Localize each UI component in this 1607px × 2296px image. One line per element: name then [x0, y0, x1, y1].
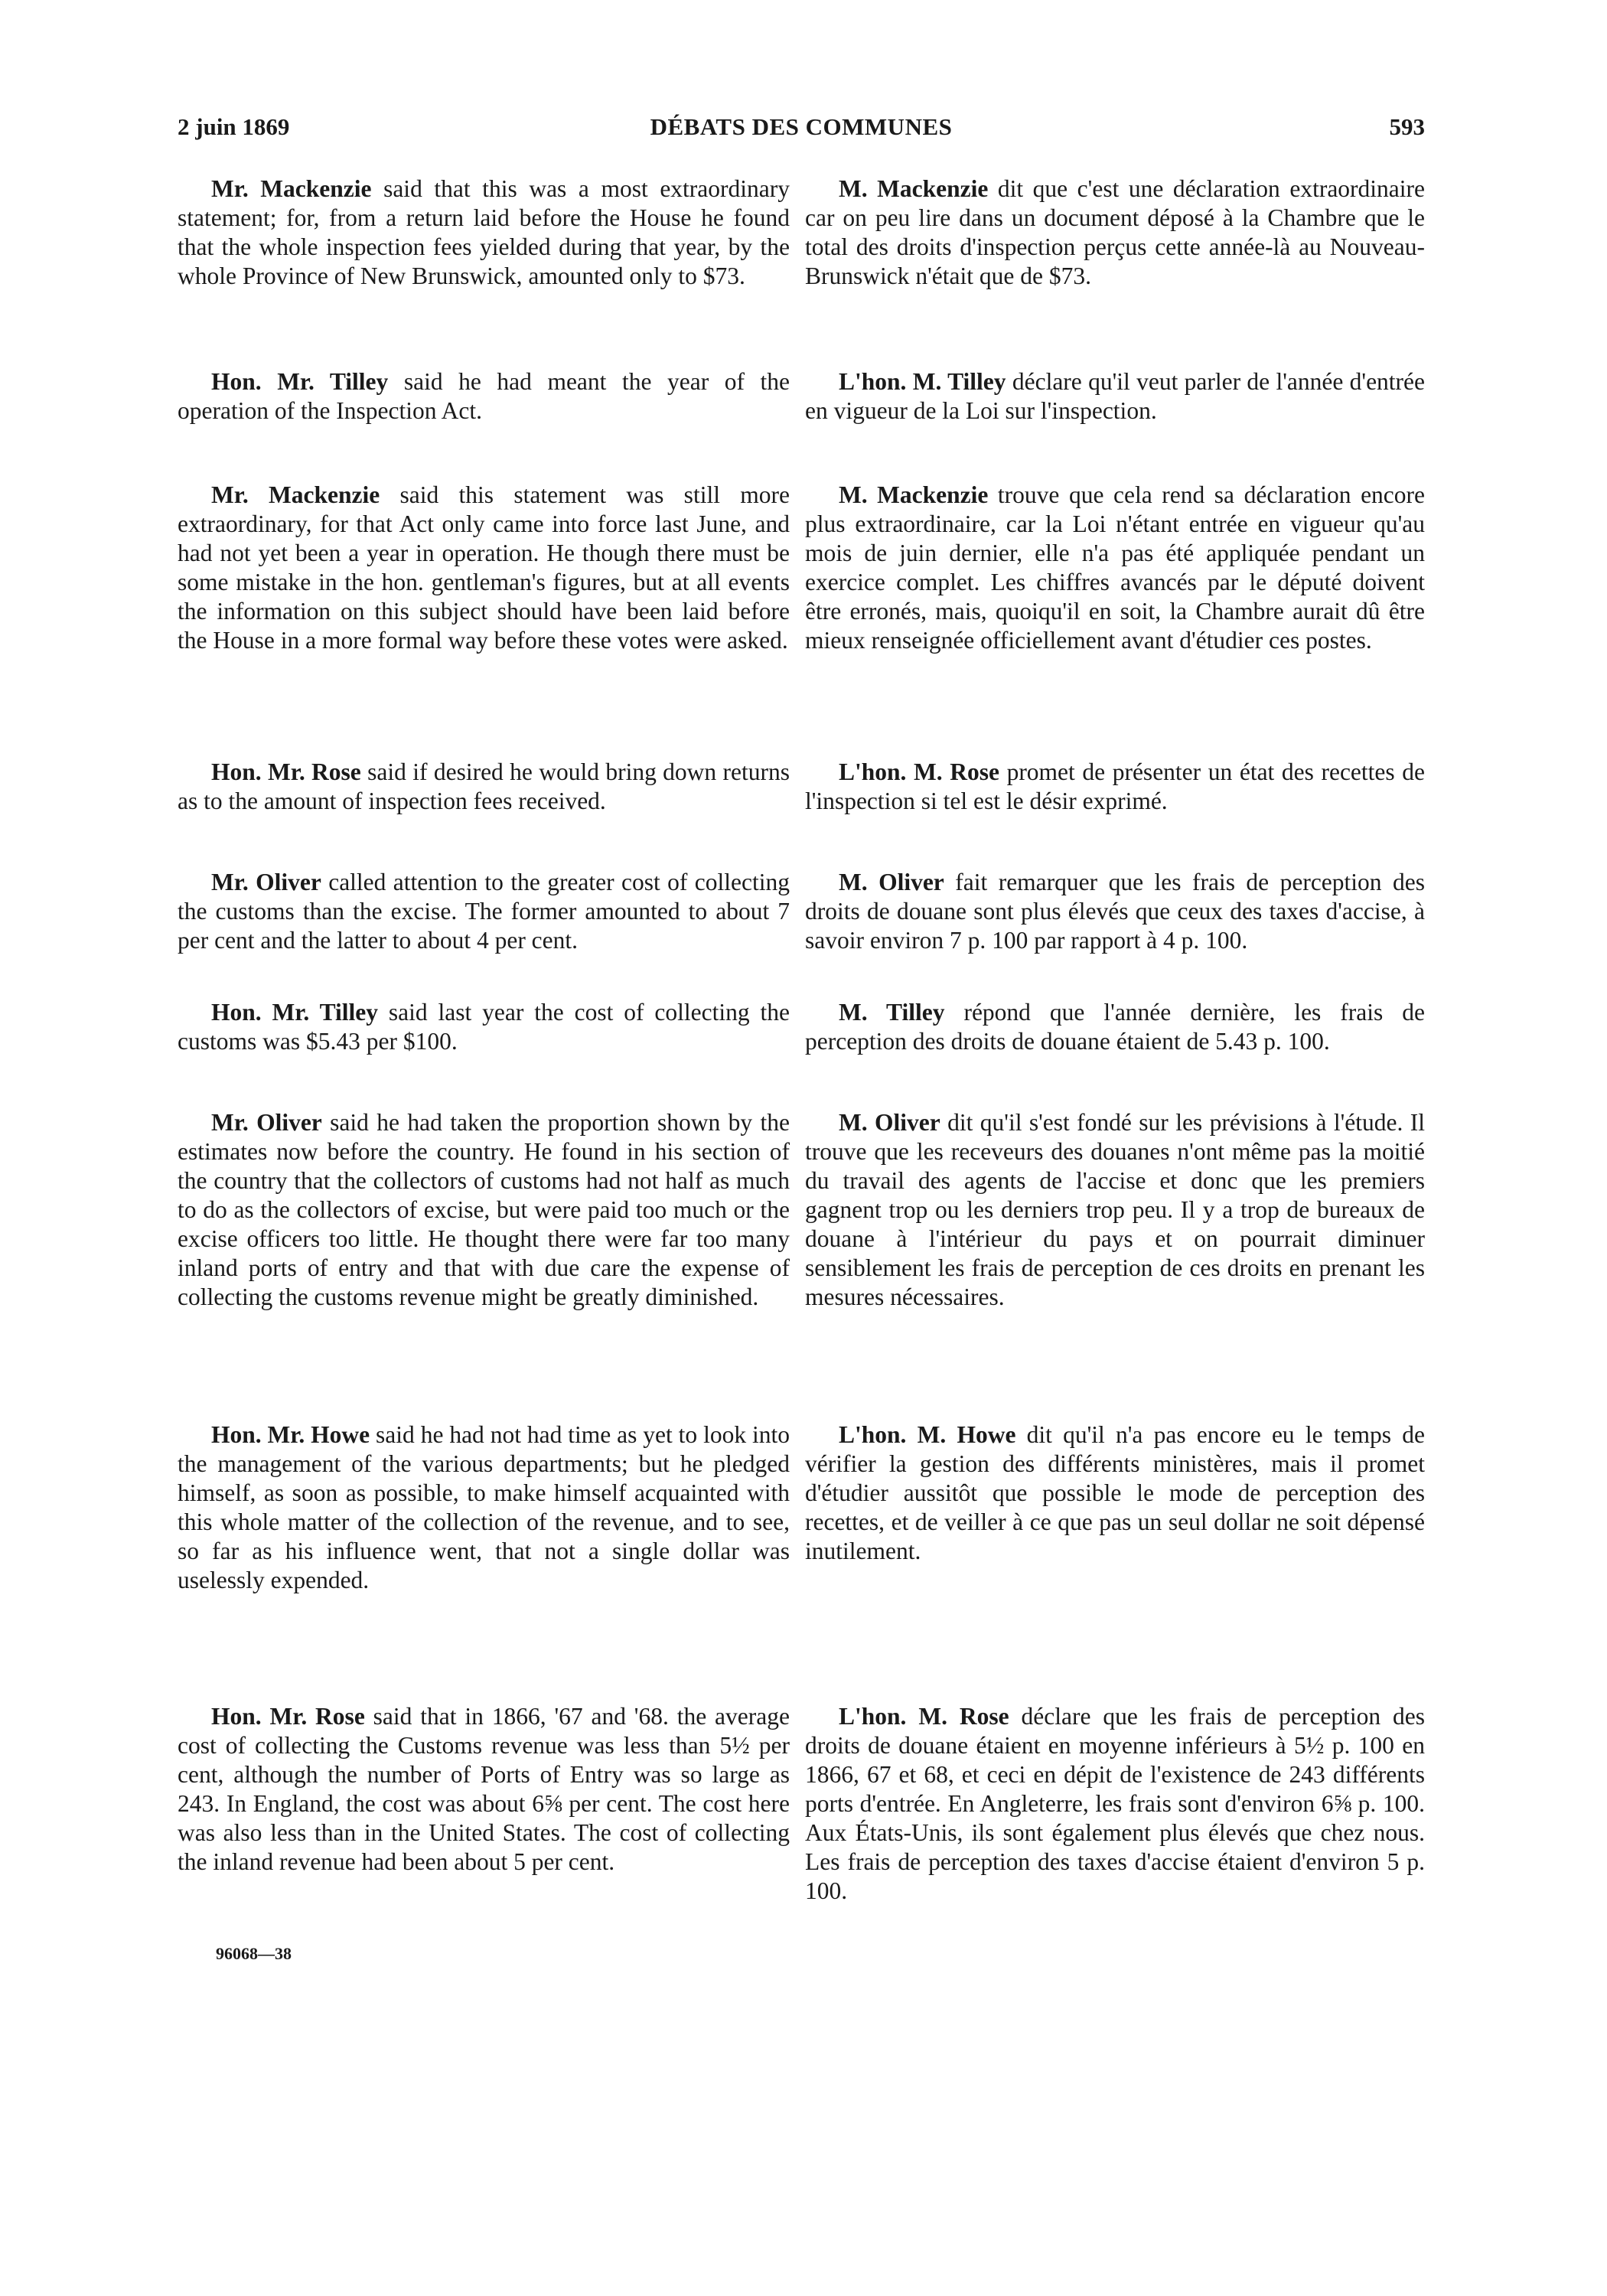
- english-paragraph: [178, 1702, 790, 1877]
- french-paragraph: [805, 1702, 1425, 1906]
- speaker-name: M. Tilley: [839, 999, 945, 1026]
- speech-text: said he had meant the year of the operation of the Inspection Act.: [178, 368, 790, 424]
- speech-text: said that this was a most extraordinary statement; for, from a return laid before the House he found that the whole inspection fees yielded during that year, by the whole Province of New Brunswick, amounted only to $73.: [178, 175, 790, 289]
- speaker-name: Hon. Mr. Tilley: [211, 999, 378, 1026]
- speaker-name: Mr. Oliver: [211, 1109, 322, 1136]
- speech-text: called attention to the greater cost of collecting the customs than the excise. The former amounted to about 7 per cent and the latter to about 4 per cent.: [178, 869, 790, 954]
- speaker-name: M. Oliver: [839, 869, 944, 895]
- speaker-name: M. Mackenzie: [839, 481, 989, 508]
- speaker-name: L'hon. M. Rose: [839, 758, 999, 785]
- speaker-name: Hon. Mr. Rose: [211, 1703, 365, 1730]
- speaker-name: M. Oliver: [839, 1109, 940, 1136]
- english-paragraph: [178, 174, 790, 291]
- english-paragraph: [178, 367, 790, 426]
- speech-text: dit qu'il n'a pas encore eu le temps de vérifier la gestion des différents ministères, mais il promet d'étudier aussitôt que possible le mode de perception des recettes, et de veiller à ce que pas un seul dollar ne soit dépensé inutilement.: [805, 1421, 1426, 1564]
- speech-text: fait remarquer que les frais de perception des droits de douane sont plus élevés que ceux des taxes d'accise, à savoir environ 7 p. 100 par rapport à 4 p. 100.: [805, 869, 1425, 954]
- speech-text: promet de présenter un état des recettes de l'inspection si tel est le désir exprimé.: [805, 758, 1425, 814]
- speech-text: dit que c'est une déclaration extraordinaire car on peu lire dans un document déposé à la Chambre que le total des droits d'inspection perçus cette année-là au Nouveau-Brunswick n'était que de $73.: [805, 175, 1425, 289]
- speaker-name: Mr. Mackenzie: [211, 481, 380, 508]
- speaker-name: Mr. Oliver: [211, 869, 321, 895]
- speech-text: said if desired he would bring down returns as to the amount of inspection fees received.: [178, 758, 790, 814]
- speaker-name: L'hon. M. Howe: [839, 1421, 1016, 1448]
- english-paragraph: [178, 1108, 790, 1312]
- english-paragraph: [178, 481, 790, 655]
- print-code: 96068—38: [216, 1944, 292, 1963]
- french-paragraph: [805, 1420, 1425, 1566]
- french-paragraph: [805, 174, 1425, 291]
- french-paragraph: [805, 998, 1425, 1056]
- french-paragraph: [805, 758, 1425, 816]
- english-paragraph: [178, 868, 790, 955]
- english-paragraph: [178, 998, 790, 1056]
- french-paragraph: [805, 367, 1425, 426]
- speaker-name: Hon. Mr. Tilley: [211, 368, 389, 395]
- speaker-name: Mr. Mackenzie: [211, 175, 372, 202]
- speech-text: said this statement was still more extraordinary, for that Act only came into force last June, and had not yet been a year in operation. He though there must be some mistake in the hon. gentleman's figures, but at all events the information on this subject should have been laid before the House in a more formal way before these votes were asked.: [178, 481, 790, 654]
- speech-text: said he had not had time as yet to look into the management of the various departments; but he pledged himself, as soon as possible, to make himself acquainted with this whole matter of the collection of the revenue, and to see, so far as his influence went, that not a single dollar was uselessly expended.: [178, 1421, 790, 1593]
- speech-text: said he had taken the proportion shown by the estimates now before the country. He found in his section of the country that the collectors of customs had not half as much to do as the collectors of excise, but were paid too much or the excise officers too little. He thought there were far too many inland ports of entry and that with due care the expense of collecting the customs revenue might be greatly diminished.: [178, 1109, 790, 1310]
- speaker-name: M. Mackenzie: [839, 175, 989, 202]
- french-paragraph: [805, 1108, 1425, 1312]
- french-paragraph: [805, 868, 1425, 955]
- speaker-name: L'hon. M. Tilley: [839, 368, 1006, 395]
- speaker-name: Hon. Mr. Rose: [211, 758, 361, 785]
- speech-text: déclare que les frais de perception des droits de douane étaient en moyenne inférieurs à 5½ p. 100 en 1866, 67 et 68, et ceci en dépit de l'existence de 243 différents ports d'entrée. En Angleterre, les frais sont d'environ 6⅝ p. 100. Aux États-Unis, ils sont également plus élevés que chez nous. Les frais de perception des taxes d'accise étaient d'environ 5 p. 100.: [805, 1703, 1425, 1904]
- header-date: 2 juin 1869: [178, 113, 290, 140]
- page-number: 593: [1389, 113, 1425, 140]
- french-paragraph: [805, 481, 1425, 655]
- speaker-name: L'hon. M. Rose: [839, 1703, 1009, 1730]
- speech-text: trouve que cela rend sa déclaration encore plus extraordinaire, car la Loi n'étant entrée en vigueur qu'au mois de juin dernier, elle n'a pas été appliquée pendant un exercice complet. Les chiffres avancés par le député doivent être erronés, mais, quoiqu'il en soit, la Chambre aurait dû être mieux renseignée officiellement avant d'étudier ces postes.: [805, 481, 1425, 654]
- speech-text: said last year the cost of collecting the customs was $5.43 per $100.: [178, 999, 790, 1055]
- speaker-name: Hon. Mr. Howe: [211, 1421, 370, 1448]
- english-paragraph: [178, 758, 790, 816]
- english-paragraph: [178, 1420, 790, 1595]
- speech-text: déclare qu'il veut parler de l'année d'entrée en vigueur de la Loi sur l'inspection.: [805, 368, 1426, 424]
- header-title: DÉBATS DES COMMUNES: [650, 113, 953, 140]
- speech-text: said that in 1866, '67 and '68. the average cost of collecting the Customs revenue was less than 5½ per cent, although the number of Ports of Entry was so large as 243. In England, the cost was about 6⅝ per cent. The cost here was also less than in the United States. The cost of collecting the inland revenue had been about 5 per cent.: [178, 1703, 790, 1875]
- page-header: [178, 113, 1425, 152]
- speech-text: répond que l'année dernière, les frais de perception des droits de douane étaient de 5.43 p. 100.: [805, 999, 1425, 1055]
- speech-text: dit qu'il s'est fondé sur les prévisions à l'étude. Il trouve que les receveurs des douanes n'ont même pas la moitié du travail des agents de l'accise et donc que les premiers gagnent trop ou les derniers trop peu. Il y a trop de bureaux de douane à l'intérieur du pays et on pourrait diminuer sensiblement les frais de perception de ces droits en prenant les mesures nécessaires.: [805, 1109, 1425, 1310]
